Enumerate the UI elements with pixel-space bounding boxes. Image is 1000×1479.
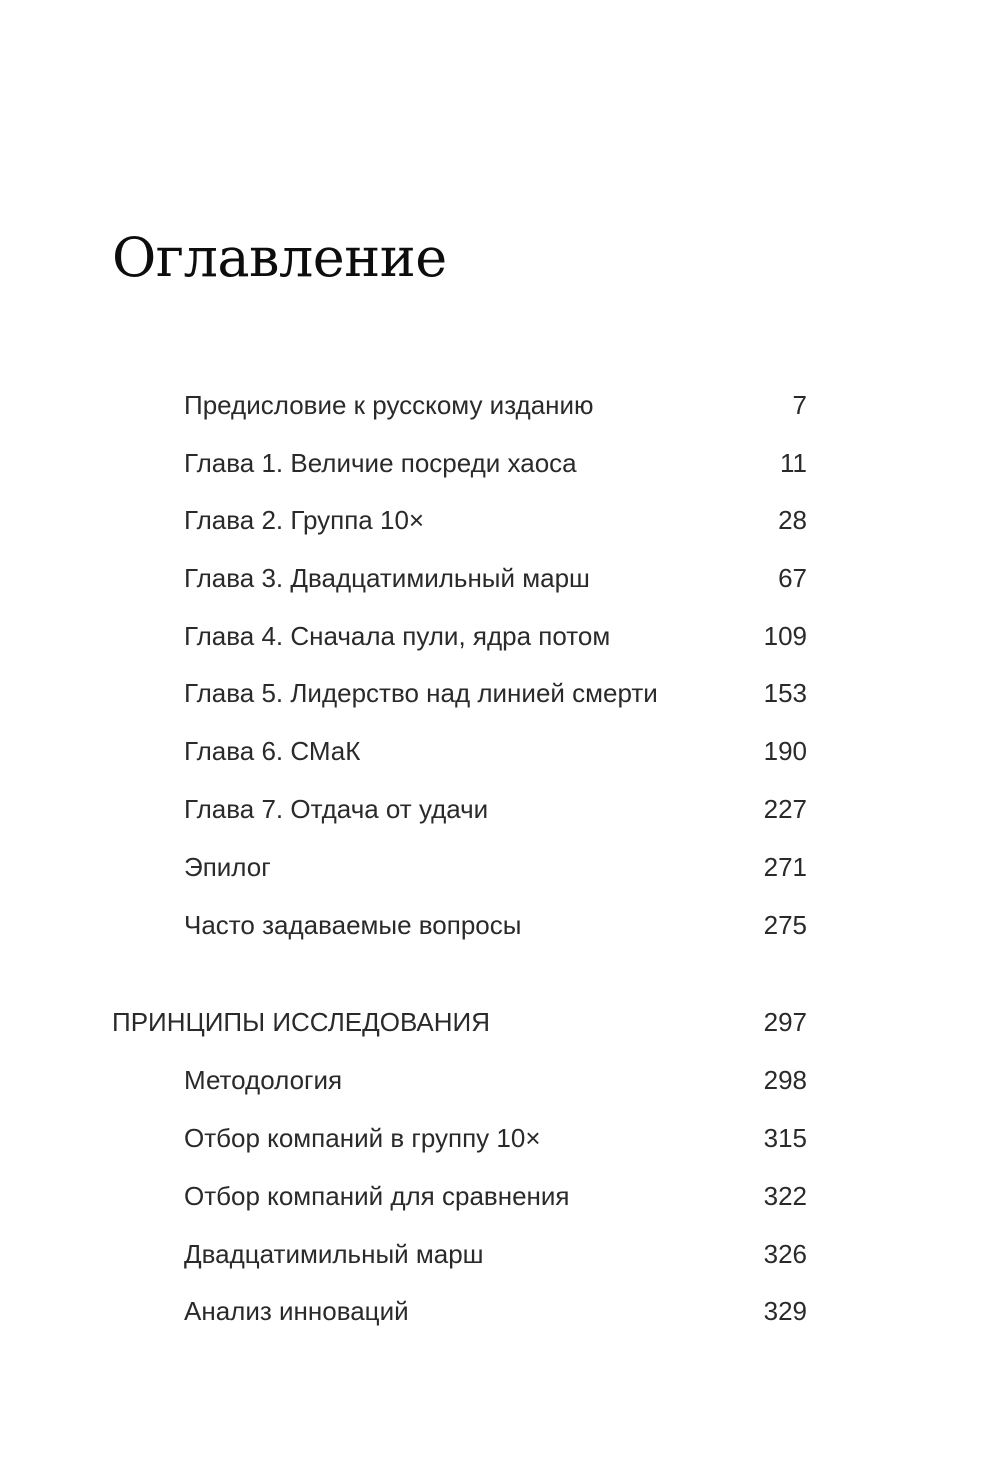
toc-entry-page: 153	[763, 677, 807, 708]
toc-entry[interactable]	[184, 1118, 807, 1158]
toc-entry-label: Отбор компаний в группу 10×	[184, 1122, 541, 1153]
toc-entry-label: Глава 5. Лидерство над линией смерти	[184, 677, 658, 708]
toc-entry[interactable]	[184, 500, 807, 540]
toc-entry-label: Предисловие к русскому изданию	[184, 389, 594, 420]
toc-entry-label: Эпилог	[184, 851, 271, 882]
toc-entry-page: 227	[763, 793, 807, 824]
toc-entry-label: Глава 6. СМаК	[184, 735, 361, 766]
toc-entry-label: Методология	[184, 1064, 343, 1095]
toc-entry-label: Отбор компаний для сравнения	[184, 1180, 570, 1211]
toc-entry[interactable]	[184, 847, 807, 887]
toc-entry-page: 67	[778, 562, 807, 593]
toc-entry[interactable]	[184, 385, 807, 425]
toc-entry-label: Часто задаваемые вопросы	[184, 909, 522, 940]
toc-entry-label: Глава 1. Величие посреди хаоса	[184, 447, 577, 478]
toc-entry[interactable]	[184, 1291, 807, 1331]
toc-entry-label: Двадцатимильный марш	[184, 1238, 484, 1269]
page-title: Оглавление	[112, 226, 447, 289]
toc-entry[interactable]	[184, 1176, 807, 1216]
toc-entry-label: Глава 3. Двадцатимильный марш	[184, 562, 590, 593]
toc-entry-label: Глава 4. Сначала пули, ядра потом	[184, 620, 611, 651]
toc-entry[interactable]	[184, 731, 807, 771]
toc-section-page: 297	[763, 1006, 807, 1037]
toc-entry-page: 7	[792, 389, 807, 420]
toc-section-research[interactable]	[112, 1002, 807, 1042]
toc-entry[interactable]	[184, 558, 807, 598]
toc-entry-page: 329	[763, 1295, 807, 1326]
toc-entry-page: 315	[763, 1122, 807, 1153]
toc-entry[interactable]	[184, 789, 807, 829]
toc-entry-label: Глава 7. Отдача от удачи	[184, 793, 489, 824]
toc-entry-label: Анализ инноваций	[184, 1295, 409, 1326]
toc-entry-page: 275	[763, 909, 807, 940]
toc-entry-page: 298	[763, 1064, 807, 1095]
toc-entry-page: 11	[780, 447, 807, 478]
toc-entry[interactable]	[184, 1234, 807, 1274]
toc-entry[interactable]	[184, 905, 807, 945]
toc-entry-page: 109	[763, 620, 807, 651]
toc-entry-page: 271	[763, 851, 807, 882]
toc-entry-page: 190	[763, 735, 807, 766]
toc-entry[interactable]	[184, 673, 807, 713]
toc-entry-page: 326	[763, 1238, 807, 1269]
toc-entry[interactable]	[184, 1060, 807, 1100]
toc-section-label: ПРИНЦИПЫ ИССЛЕДОВАНИЯ	[112, 1006, 491, 1037]
toc-entry-page: 322	[763, 1180, 807, 1211]
toc-entry[interactable]	[184, 443, 807, 483]
toc-entry-page: 28	[778, 504, 807, 535]
toc-entry[interactable]	[184, 616, 807, 656]
toc-entry-label: Глава 2. Группа 10×	[184, 504, 425, 535]
